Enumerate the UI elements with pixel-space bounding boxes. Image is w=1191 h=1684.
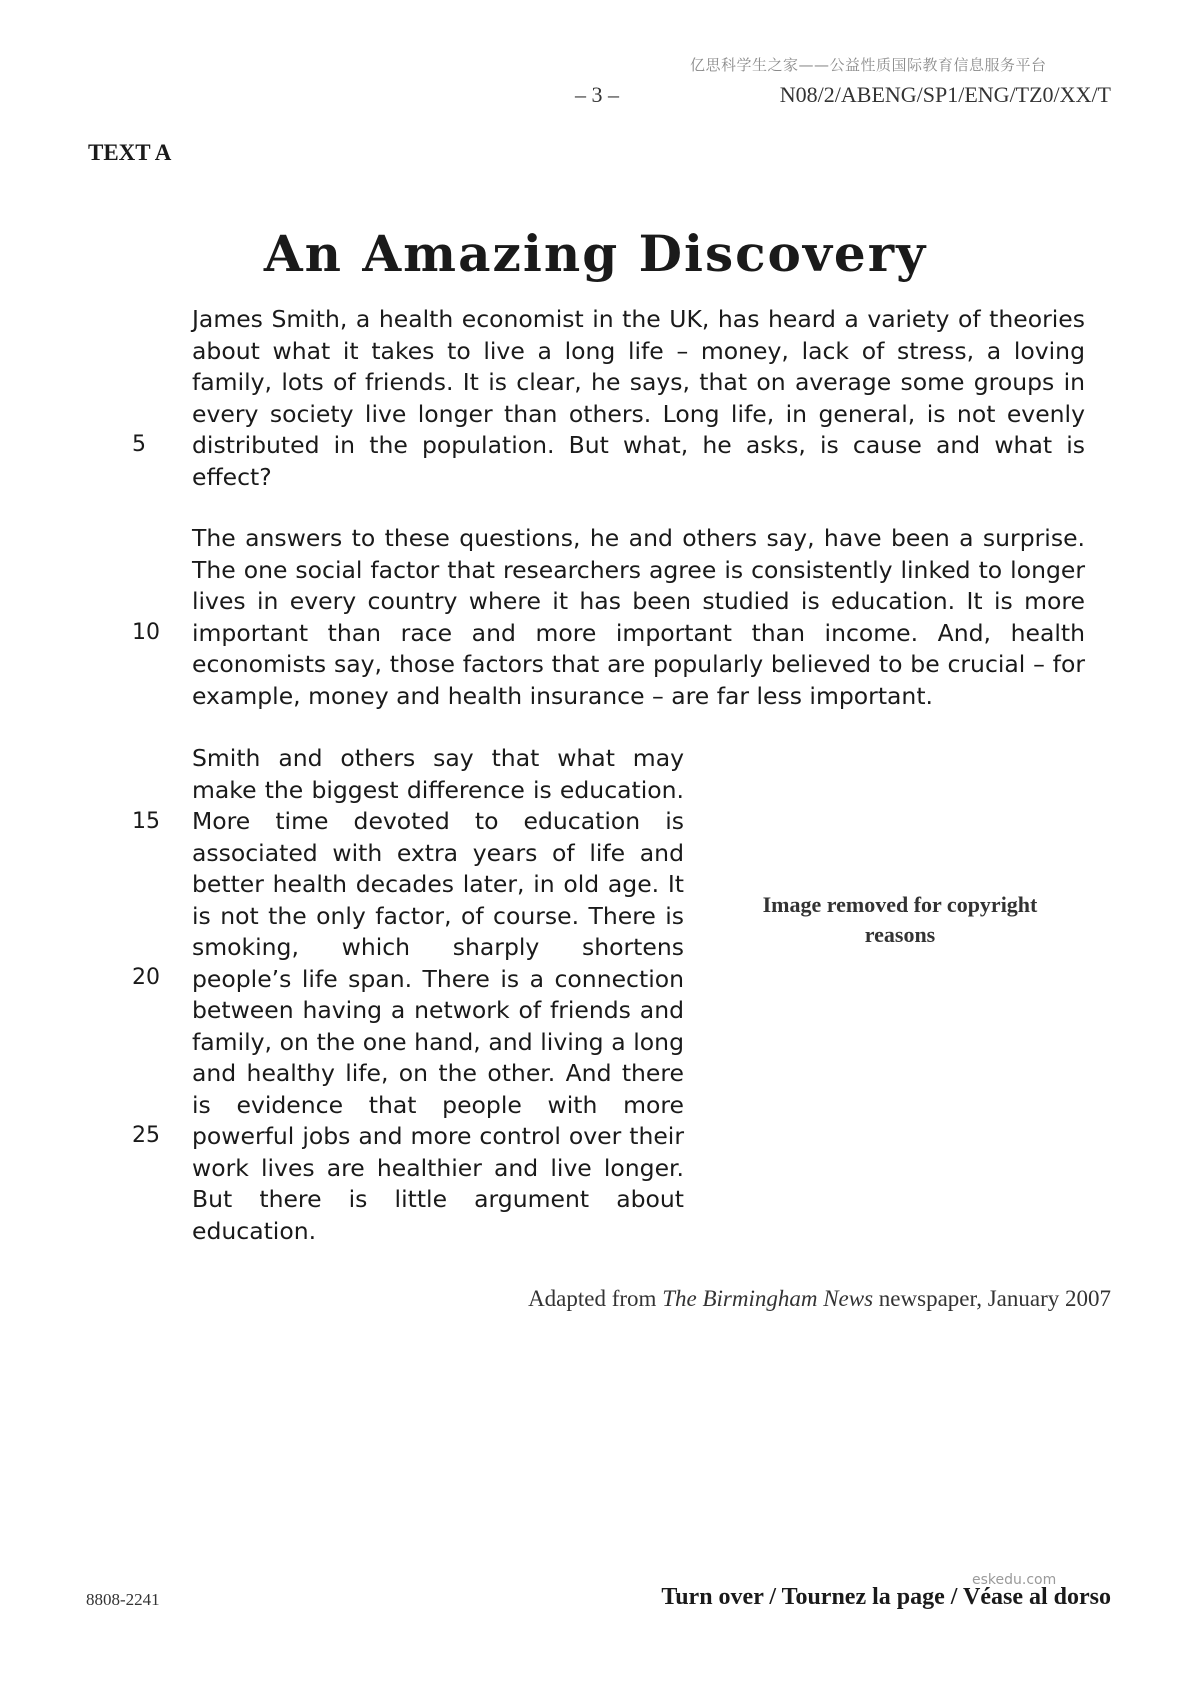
article-title: An Amazing Discovery	[263, 224, 928, 283]
source-publication: The Birmingham News	[662, 1286, 874, 1311]
footer-watermark: eskedu.com	[972, 1572, 1057, 1588]
source-suffix: newspaper, January 2007	[873, 1286, 1111, 1311]
paper-code: N08/2/ABENG/SP1/ENG/TZ0/XX/T	[779, 82, 1111, 107]
paragraph-1: James Smith, a health economist in the UK, has heard a variety of theories about what it takes to live a long life – money, lack of stress, a loving family, lots of friends. It is clear, he says, that on average some groups in every society live longer than others. Long life, in general, is not evenly distributed in the population. But what, he asks, is cause and what is effect?	[192, 305, 1085, 491]
section-label: TEXT A	[88, 140, 172, 165]
line-number-25: 25	[132, 1123, 160, 1148]
image-removed-notice: Image removed for copyright reasons	[762, 892, 1038, 947]
paragraph-3: Smith and others say that what may make the biggest difference is education. More time devoted to education is associated with extra years of life and better health decades later, in old age. It is not the only factor, of course. There is smoking, which sharply shortens people’s life span. There is a connection between having a network of friends and family, on the one hand, and living a long and healthy life, on the other. And there is evidence that people with more powerful jobs and more control over their work lives are healthier and live longer. But there is little argument about education.	[192, 744, 684, 1245]
page-number: – 3 –	[575, 82, 619, 107]
turn-over-note: Turn over / Tournez la page / Véase al dorso	[661, 1584, 1111, 1610]
footer-code: 8808-2241	[86, 1590, 160, 1609]
source-prefix: Adapted from	[528, 1286, 663, 1311]
header-watermark: 亿思科学生之家——公益性质国际教育信息服务平台	[690, 56, 1047, 74]
line-number-5: 5	[132, 432, 146, 457]
paragraph-2: The answers to these questions, he and others say, have been a surprise. The one social factor that researchers agree is consistently linked to longer lives in every country where it has been studied is education. It is more important than race and more important than income. And, health economists say, those factors that are popularly believed to be crucial – for example, money and health insurance – are far less important.	[192, 524, 1085, 710]
line-number-10: 10	[132, 620, 160, 645]
source-citation	[528, 1286, 1111, 1312]
line-number-15: 15	[132, 809, 160, 834]
line-number-20: 20	[132, 965, 160, 990]
